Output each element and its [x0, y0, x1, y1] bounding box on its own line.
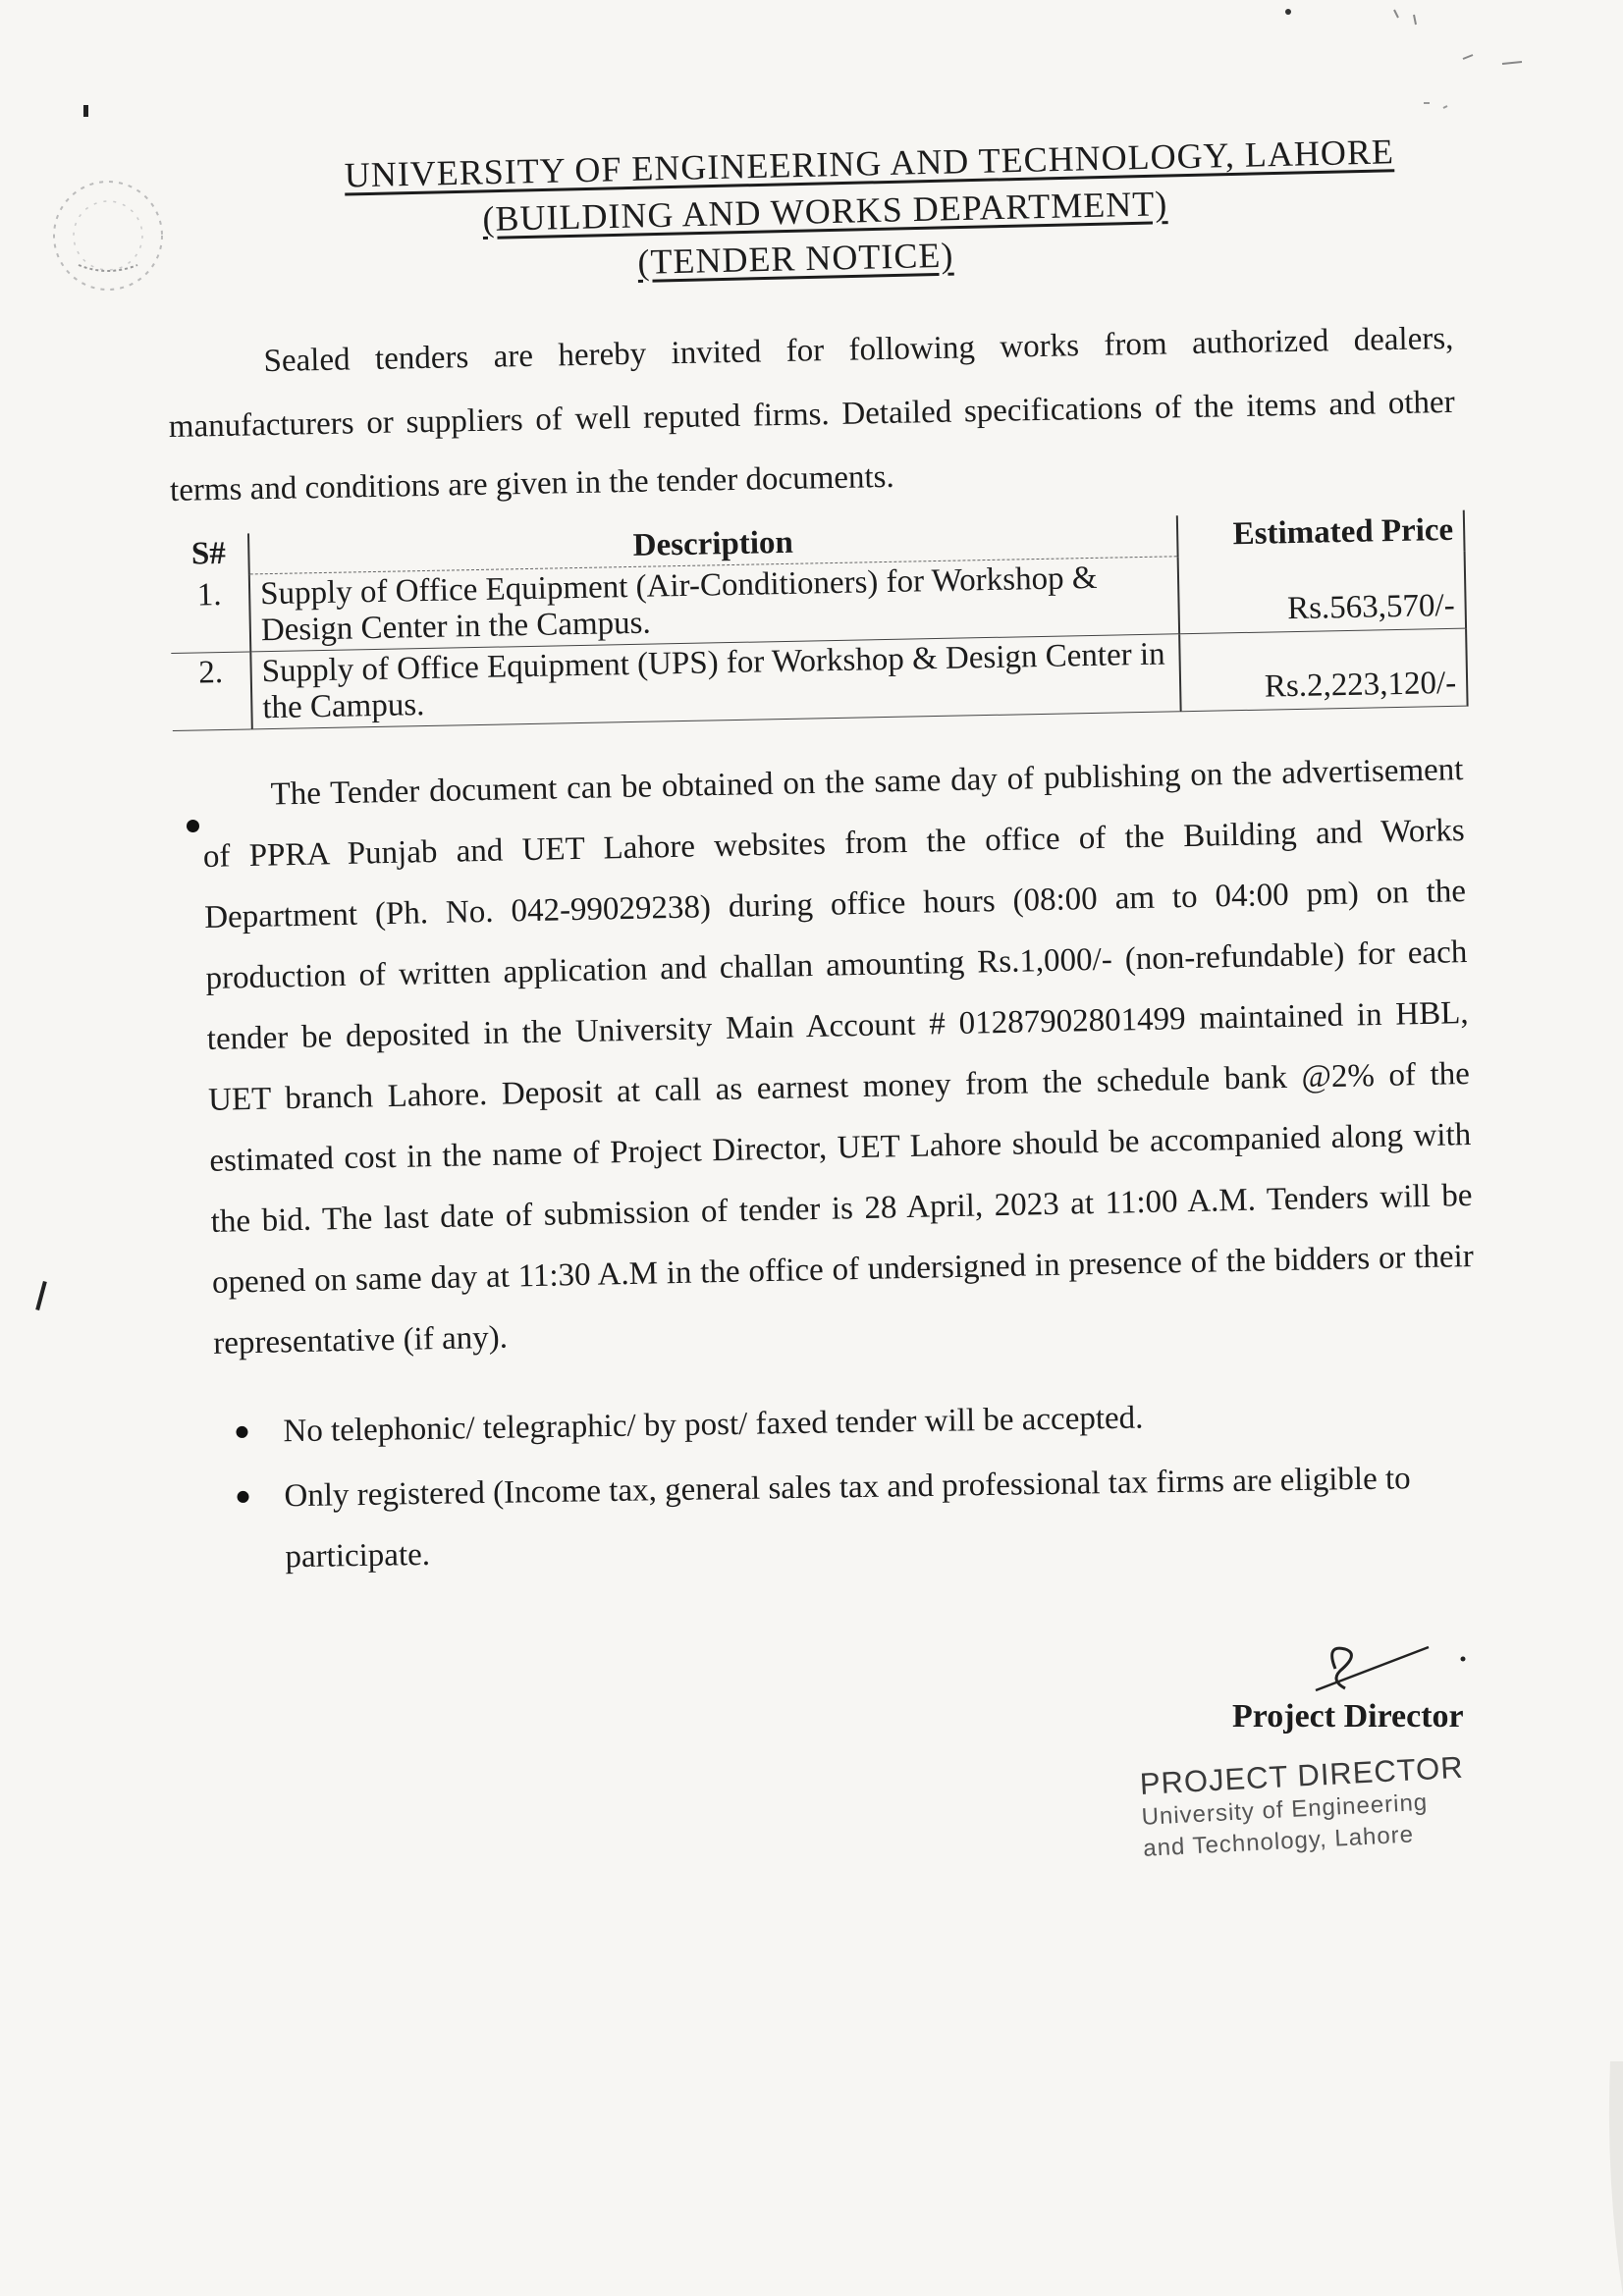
bullet-dot-icon [237, 1491, 248, 1503]
sn-header: S# [169, 533, 249, 575]
margin-mark-icon [35, 1281, 47, 1310]
row-description: Supply of Office Equipment (Air-Conditioners) for Workshop & Design Center in the Campus. [249, 557, 1179, 652]
conditions-list [236, 1382, 1486, 1592]
department-heading: (BUILDING AND WORKS DEPARTMENT) [482, 184, 1168, 240]
row-price: Rs.563,570/- [1178, 551, 1466, 634]
row-price: Rs.2,223,120/- [1179, 628, 1467, 712]
list-item-text: Only registered (Income tax, general sales tax and professional tax firms are eligible to participate. [284, 1461, 1411, 1575]
official-stamp [1139, 1748, 1497, 1865]
tender-items-table [169, 510, 1469, 731]
page-curl-icon [1571, 2061, 1623, 2296]
price-header: Estimated Price [1177, 510, 1465, 557]
signature-icon [1217, 1629, 1492, 1708]
university-heading: UNIVERSITY OF ENGINEERING AND TECHNOLOGY, LAHORE [344, 132, 1395, 195]
row-sn: 1. [170, 574, 251, 654]
stamp-line-1: PROJECT DIRECTOR [1139, 1749, 1465, 1801]
bullet-dot-icon [236, 1426, 247, 1438]
stamp-line-3: and Technology, Lahore [1142, 1821, 1415, 1862]
row-description: Supply of Office Equipment (UPS) for Workshop & Design Center in the Campus. [250, 634, 1180, 729]
signatory-title: Project Director [1232, 1698, 1464, 1735]
description-header: Description [248, 515, 1178, 574]
row-sn: 2. [171, 652, 252, 731]
office-seal-icon [39, 167, 177, 304]
bullet-dot-icon [187, 820, 199, 832]
main-conditions-paragraph: The Tender document can be obtained on the same day of publishing on the advertisement of PPRA Punjab and UET Lahore websites from the office of the Building and Works Department (Ph. No. 042-99029238) during office hours (08:00 am to 04:00 pm) on the production of written application and challan amounting Rs.1,000/- (non-refundable) for each tender be deposited in the University Main Account # 01287902801499 maintained in HBL, UET branch Lahore. Deposit at call as earnest money from the schedule bank @2% of the estimated cost in the name of Project Director, UET Lahore should be accompanied along with the bid. The last date of submission of tender is 28 April, 2023 at 11:00 A.M. Tenders will be opened on same day at 11:30 A.M in the office of undersigned in presence of the bidders or their representative (if any). [202, 752, 1475, 1362]
scan-speck-icon [83, 105, 88, 117]
list-item-text: No telephonic/ telegraphic/ by post/ faxed tender will be accepted. [283, 1400, 1144, 1450]
list-item [237, 1447, 1486, 1588]
stamp-line-2: University of Engineering [1140, 1789, 1429, 1831]
intro-paragraph: Sealed tenders are hereby invited for following works from authorized dealers, manufacturers or suppliers of well reputed firms. Detailed specifications of the items and other terms and conditions are given in the tender documents. [168, 320, 1455, 508]
scan-speck-icon [1276, 0, 1591, 128]
notice-heading: (TENDER NOTICE) [637, 235, 954, 282]
